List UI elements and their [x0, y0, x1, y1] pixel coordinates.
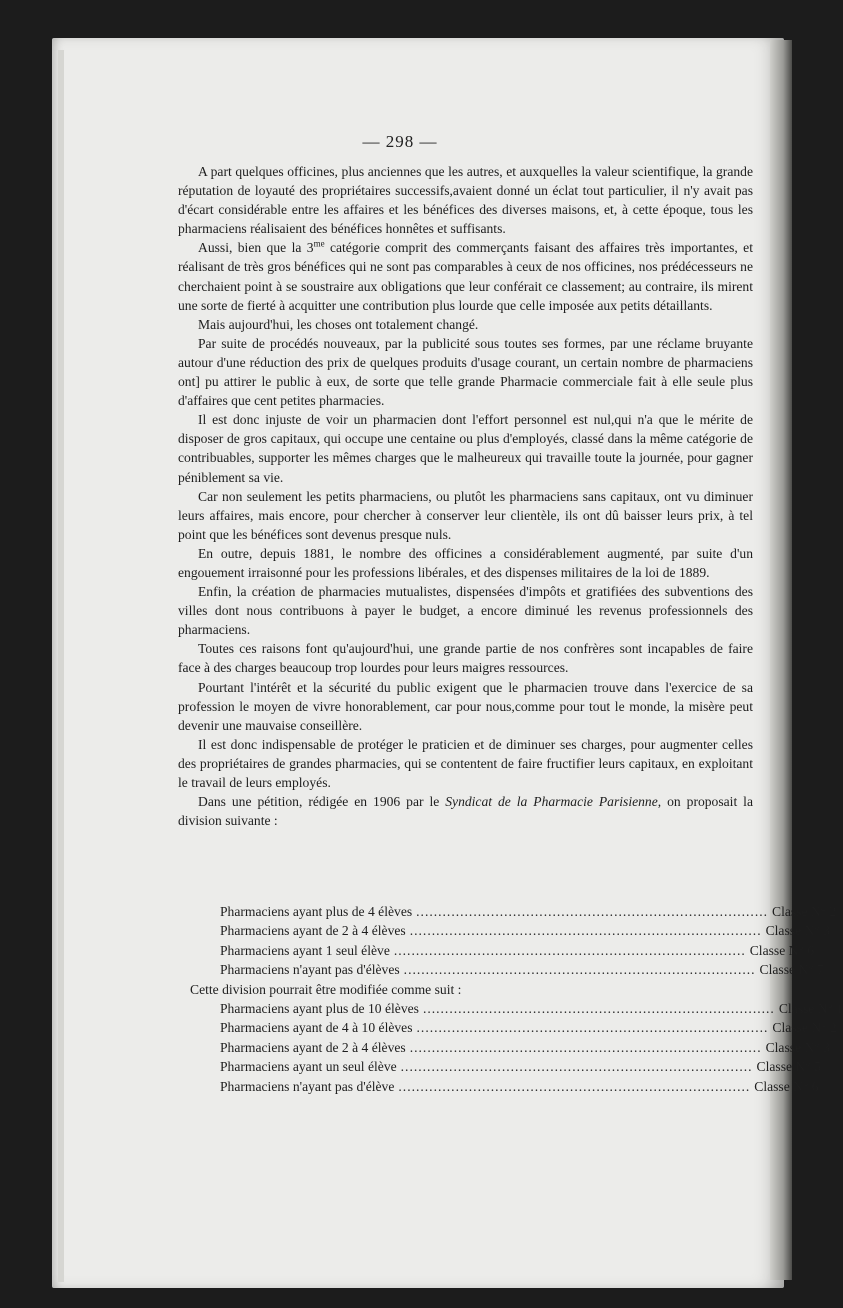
classification-label: Pharmaciens ayant de 2 à 4 élèves [220, 1039, 406, 1055]
classification-list [178, 902, 843, 1096]
paragraph: Pourtant l'intérêt et la sécurité du public exigent que le pharmacien trouve dans l'exercice de sa profession le moyen de vivre honorablement, car pour nous,comme pour tout le monde, la misère peut devenir une mauvaise conseillère. [178, 679, 753, 733]
classification-label: Pharmaciens ayant 1 seul élève [220, 942, 390, 958]
classification-label: Pharmaciens n'ayant pas d'élève [220, 1078, 395, 1094]
classification-label: Pharmaciens ayant de 4 à 10 élèves [220, 1020, 413, 1036]
classification-class: Classe N° 5 [756, 1059, 821, 1075]
page-number: — 298 — [362, 132, 438, 151]
leader-dots: ................................................................................ [422, 1001, 775, 1017]
leader-dots: ................................................................................ [400, 1059, 753, 1075]
classification-label: Pharmaciens n'ayant pas d'élèves [220, 962, 400, 978]
classification-row [178, 1018, 837, 1037]
classification-row [178, 1057, 821, 1076]
classification-class: Classe N° 6 [754, 1078, 819, 1094]
classification-class: Classe N° 2 [772, 904, 837, 919]
paragraph: Enfin, la création de pharmacies mutualistes, dispensées d'impôts et gratifiées des subventions des villes dont nous contribuons à payer le budget, a encore diminué les revenus professionnels des pharmaciens. [178, 584, 753, 638]
division-2 [178, 999, 843, 1096]
leader-dots: ................................................................................ [398, 1078, 751, 1094]
paragraph: Dans une pétition, rédigée en 1906 par le Syndicat de la Pharmacie Parisienne, on proposait la division suivante : [178, 794, 753, 829]
classification-class: Classe N° 7 [759, 962, 824, 978]
classification-class: Classe N° 1 [778, 1001, 843, 1017]
classification-row [178, 1038, 830, 1057]
division-1 [178, 902, 837, 980]
paragraph: Mais aujourd'hui, les choses ont totalement changé. [198, 316, 479, 332]
leader-dots: ................................................................................ [403, 962, 756, 978]
leader-dots: ................................................................................ [393, 942, 746, 958]
paragraph: Aussi, bien que la $3^{me}$ catégorie comprit des commerçants faisant des affaires très importantes, et réalisant de très gros bénéfices qui ne sont pas comparables à ceux de nos officines, nos prédécesseurs ne cherchaient point à se soustraire aux obligations que leur conférait ce classement; au contraire, ils mirent une sorte de fierté à acquitter une contribution plus lourde que celle imposée aux petits détaillants. [178, 238, 753, 313]
paragraph: Il est donc injuste de voir un pharmacien dont l'effort personnel est nul,qui n'a que le mérite de disposer de gros capitaux, qui occupe une centaine ou plus d'employés, classé dans la même catégorie de contribuables, supporter les mêmes charges que le malheureux qui travaille toute la journée, pour gagner péniblement sa vie. [178, 412, 753, 485]
classification-label: Pharmaciens ayant plus de 10 élèves [220, 1001, 419, 1017]
classification-label: Pharmaciens ayant plus de 4 élèves [220, 904, 413, 919]
paragraph: Toutes ces raisons font qu'aujourd'hui, une grande partie de nos confrères sont incapables de faire face à des charges beaucoup trop lourdes pour leurs maigres ressources. [178, 641, 753, 676]
classification-class: Classe N° 3 [765, 1039, 830, 1055]
classification-row [178, 902, 837, 921]
classification-row [178, 999, 843, 1018]
classification-class: Classe N° 6 [749, 942, 815, 958]
paragraph: Il est donc indispensable de protéger le praticien et de diminuer ses charges, pour augmenter celles des propriétaires de grandes pharmacies, qui se contentent de faire fructifier leurs capitaux, en exploitant le travail de leurs employés. [178, 736, 753, 790]
division-intro: Cette division pourrait être modifiée comme suit : [190, 981, 462, 997]
classification-row [178, 960, 824, 979]
leader-dots: ................................................................................ [409, 923, 762, 939]
classification-row [178, 921, 830, 940]
classification-label: Pharmaciens ayant de 2 à 4 élèves [220, 923, 406, 939]
leader-dots: ................................................................................ [416, 1020, 769, 1036]
classification-row [178, 1077, 819, 1096]
leader-dots: ................................................................................ [409, 1039, 762, 1055]
classification-row [178, 941, 815, 960]
classification-class: Classe N° 3 [765, 923, 830, 939]
page-left-edge [58, 50, 64, 1282]
classification-class: Classe N° 2 [772, 1020, 837, 1036]
paragraph: Car non seulement les petits pharmaciens, ou plutôt les pharmaciens sans capitaux, ont vu diminuer leurs affaires, mais encore, pour chercher à conserver leur clientèle, ils ont dû baisser leurs prix, à tel point que les bénéfices sont devenus presque nuls. [178, 488, 753, 542]
body-text [178, 162, 753, 830]
paragraph: A part quelques officines, plus anciennes que les autres, et auxquelles la valeur scientifique, la grande réputation de loyauté des propriétaires successifs,avaient donné un éclat tout particulier, il n'y avait pas d'écart considérable entre les affaires et les bénéfices des diverses maisons, et, à cette époque, tous les pharmaciens réalisaient des bénéfices honnêtes et suffisants. [178, 164, 753, 237]
classification-label: Pharmaciens ayant un seul élève [220, 1059, 397, 1075]
paragraph: Par suite de procédés nouveaux, par la publicité sous toutes ses formes, par une réclame bruyante autour d'une réduction des prix de quelques produits d'usage courant, un certain nombre de pharmaciens ont] pu attirer le public à eux, de sorte que telle grande Pharmacie commerciale fait à elle seule plus d'affaires que cent petites pharmacies. [178, 335, 753, 409]
leader-dots: ................................................................................ [416, 904, 769, 919]
paragraph: En outre, depuis 1881, le nombre des officines a considérablement augmenté, par suite d'un engouement irraisonné pour les professions libérales, et des dispenses militaires de la loi de 1889. [178, 545, 753, 580]
